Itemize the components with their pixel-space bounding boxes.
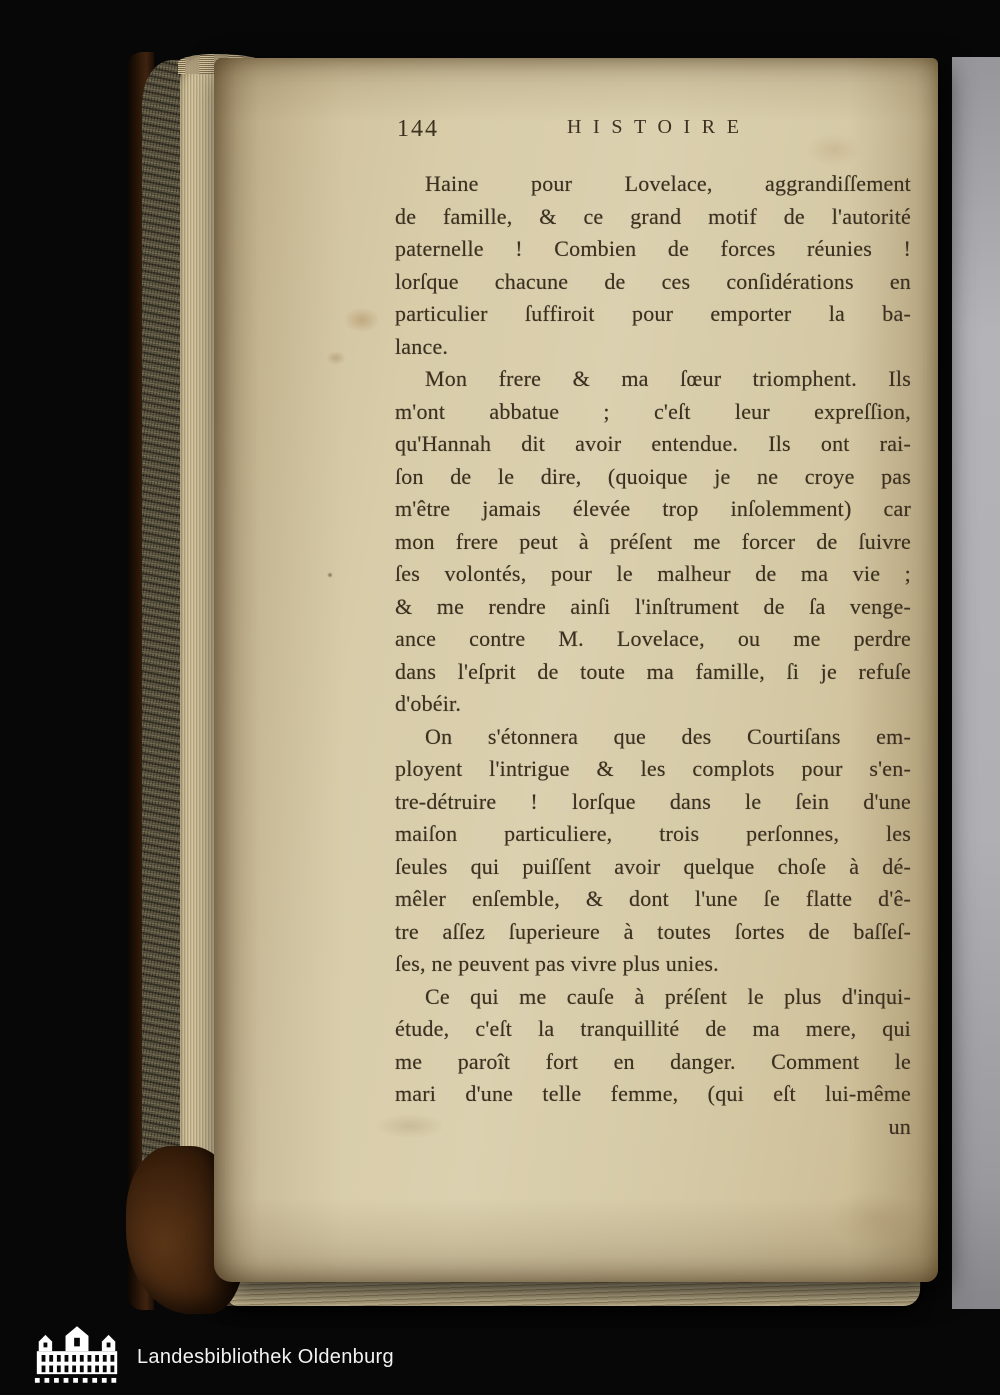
page-body-text [395, 168, 911, 1143]
scanner-background-strip [952, 57, 1000, 1309]
text-line: particulier ſuffiroit pour emporter la ba- [395, 301, 911, 326]
text-line: de famille, & ce grand motif de l'autorité [395, 203, 911, 229]
text-line: ſes, ne peuvent pas vivre plus unies. [395, 951, 719, 976]
text-line: mêler enſemble, & dont l'une ſe flatte d'ê- [395, 886, 911, 911]
text-line: m'ont abbatue ; c'eſt leur expreſſion, [395, 398, 911, 424]
text-line: tre aſſez ſuperieure à toutes ſortes de baſſeſ- [395, 918, 911, 944]
text-line: étude, c'eſt la tranquillité de ma mere, qui [395, 1016, 911, 1041]
book-scan [128, 52, 944, 1310]
text-line: ployent l'intrigue & les complots pour s'en- [395, 756, 911, 781]
text-line: dans l'eſprit de toute ma famille, ſi je refuſe [395, 658, 911, 684]
text-line: tre-détruire ! lorſque dans le ſein d'une [395, 788, 911, 814]
text-line: d'obéir. [395, 691, 462, 716]
library-name: Landesbibliothek Oldenburg [137, 1346, 394, 1368]
text-line: mon frere peut à préſent me forcer de ſuivre [395, 528, 911, 554]
text-line: ſeules qui puiſſent avoir quelque choſe à dé- [395, 853, 911, 879]
page-stack-bottom-edge [228, 1278, 920, 1306]
text-line: On s'étonnera que des Courtiſans em- [425, 723, 911, 749]
text-line: paternelle ! Combien de forces réunies ! [395, 236, 911, 261]
text-line: ance contre M. Lovelace, ou me perdre [395, 626, 911, 651]
text-line: mari d'une telle femme, (qui eſt lui-même [395, 1081, 911, 1106]
page-text-column [395, 114, 911, 1143]
catchword: un [888, 1113, 911, 1139]
text-line: qu'Hannah dit avoir entendue. Ils ont rai- [395, 431, 911, 456]
text-line: Mon frere & ma ſœur triomphent. Ils [425, 366, 911, 391]
page-number: 144 [397, 116, 439, 142]
library-watermark [33, 1322, 394, 1393]
text-line: & me rendre ainſi l'inſtrument de ſa venge- [395, 593, 911, 619]
text-line: ſon de le dire, (quoique je ne croye pas [395, 463, 911, 489]
library-logo-icon [33, 1322, 121, 1393]
text-line: m'être jamais élevée trop inſolemment) car [395, 496, 911, 521]
text-line: lance. [395, 333, 449, 359]
text-line: maiſon particuliere, trois perſonnes, les [395, 821, 911, 846]
running-header: HISTOIRE [567, 116, 751, 138]
text-line: Haine pour Lovelace, aggrandiſſement [425, 171, 911, 196]
text-line: me paroît fort en danger. Comment le [395, 1048, 911, 1074]
text-line: lorſque chacune de ces conſidérations en [395, 268, 911, 294]
text-line: Ce qui me cauſe à préſent le plus d'inqui- [425, 983, 911, 1009]
page-header [395, 114, 911, 142]
text-line: ſes volontés, pour le malheur de ma vie ; [395, 561, 911, 586]
book-page [214, 58, 938, 1282]
